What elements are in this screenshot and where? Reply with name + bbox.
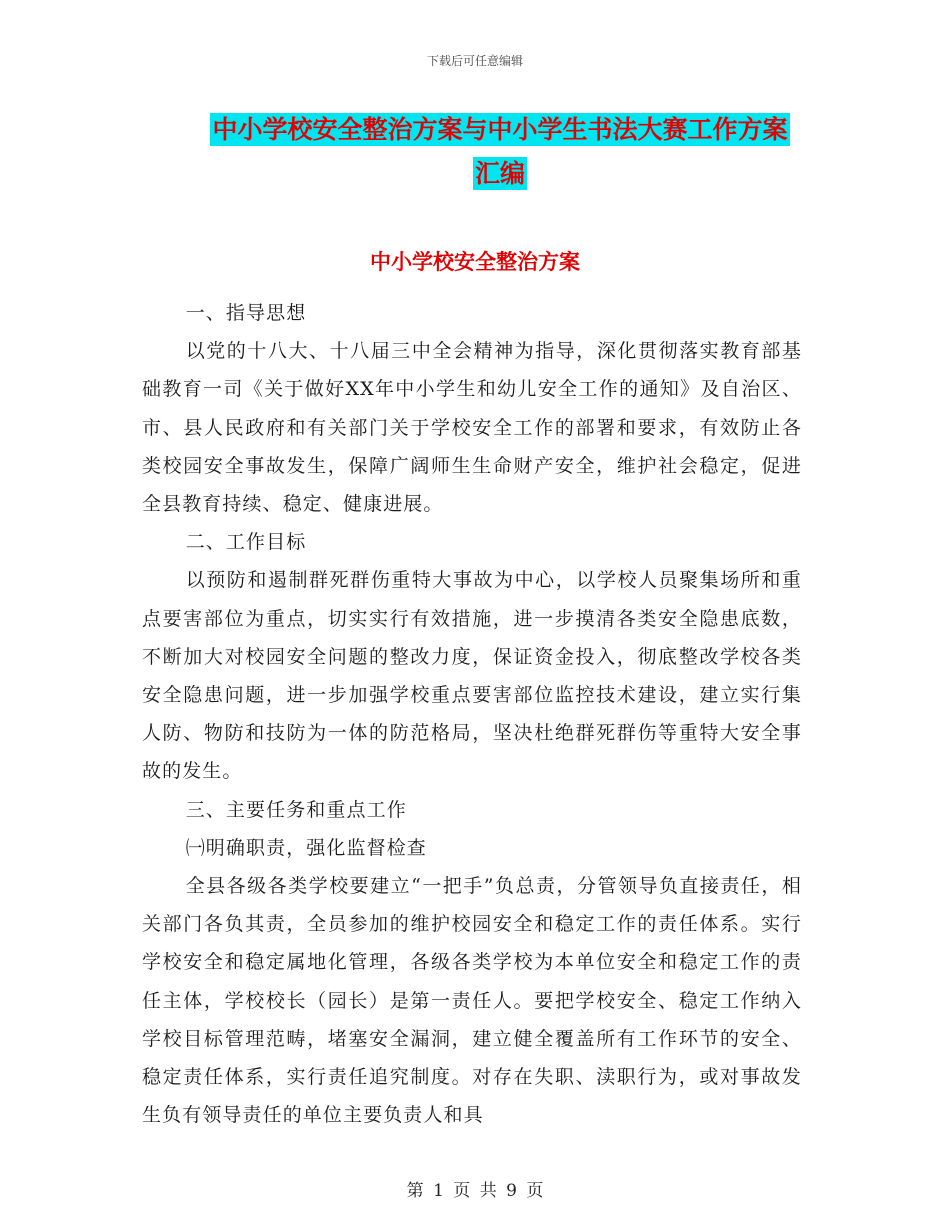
- heading-work-goals: 二、工作目标: [185, 531, 307, 554]
- title-line-2: 汇编: [474, 159, 525, 188]
- header-note: 下载后可任意编辑: [426, 54, 523, 68]
- body-text: [142, 294, 802, 1134]
- section-title: 中小学校安全整治方案: [370, 249, 580, 274]
- page-footer: 第 1 页 共 9 页: [406, 1181, 544, 1201]
- paragraph-work-goals: 以预防和遏制群死群伤重特大事故为中心，以学校人员聚集场所和重点要害部位为重点，切实实行有效措施，进一步摸清各类安全隐患底数，不断加大对校园安全问题的整改力度，保证资金投入，彻底整改学校各类安全隐患问题，进一步加强学校重点要害部位监控技术建设，建立实行集人防、物防和技防为一体的防范格局，坚决杜绝群死群伤等重特大安全事故的发生。: [142, 569, 802, 783]
- paragraph-guiding-ideology: 以党的十八大、十八届三中全会精神为指导，深化贯彻落实教育部基础教育一司《关于做好XX年中小学生和幼儿安全工作的通知》及自治区、市、县人民政府和有关部门关于学校安全工作的部署和要求，有效防止各类校园安全事故发生，保障广阔师生生命财产安全，维护社会稳定，促进全县教育持续、稳定、健康进展。: [142, 340, 802, 516]
- subheading-responsibilities: ㈠明确职责，强化监督检查: [185, 836, 427, 859]
- document-title: [150, 108, 850, 196]
- title-line-1: 中小学校安全整治方案与中小学生书法大赛工作方案: [212, 115, 788, 144]
- paragraph-responsibilities: 全县各级各类学校要建立“一把手”负总责，分管领导负直接责任，相关部门各负其责，全员参加的维护校园安全和稳定工作的责任体系。实行学校安全和稳定属地化管理，各级各类学校为本单位安全和稳定工作的责任主体，学校校长（园长）是第一责任人。要把学校安全、稳定工作纳入学校目标管理范畴，堵塞安全漏洞，建立健全覆盖所有工作环节的安全、稳定责任体系，实行责任追究制度。对存在失职、渎职行为，或对事故发生负有领导责任的单位主要负责人和具: [142, 875, 802, 1127]
- heading-guiding-ideology: 一、指导思想: [185, 302, 307, 324]
- heading-main-tasks: 三、主要任务和重点工作: [185, 798, 407, 821]
